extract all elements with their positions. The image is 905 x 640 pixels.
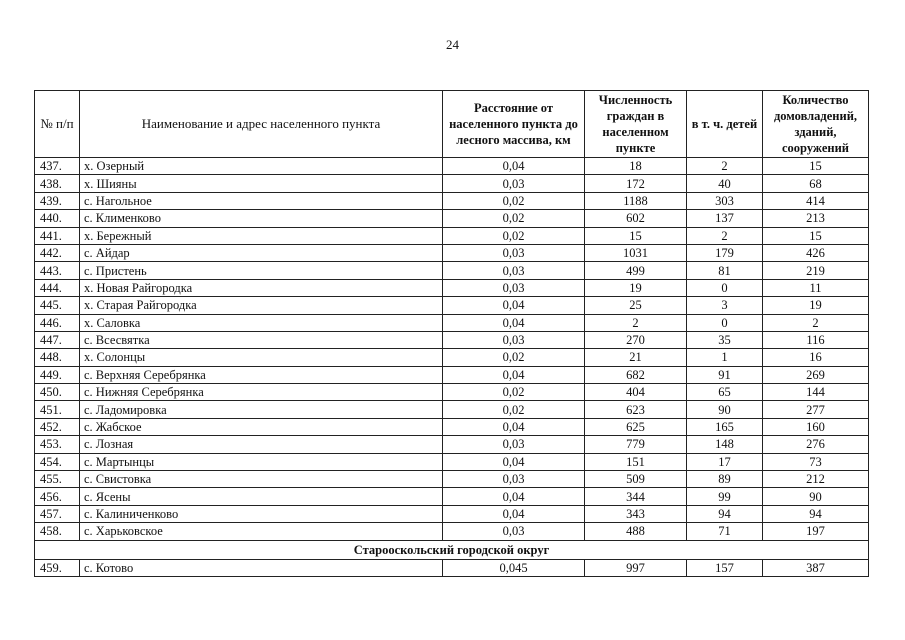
table-row [35, 227, 869, 244]
distance-cell: 0,04 [443, 297, 585, 314]
households-cell: 15 [763, 158, 869, 175]
population-cell: 779 [585, 436, 687, 453]
table-row [35, 453, 869, 470]
row-number: 452. [35, 418, 80, 435]
row-number: 456. [35, 488, 80, 505]
households-cell: 387 [763, 559, 869, 576]
table-row [35, 418, 869, 435]
children-cell: 99 [687, 488, 763, 505]
households-cell: 15 [763, 227, 869, 244]
population-cell: 488 [585, 523, 687, 540]
row-number: 459. [35, 559, 80, 576]
distance-cell: 0,04 [443, 505, 585, 522]
population-cell: 997 [585, 559, 687, 576]
households-cell: 94 [763, 505, 869, 522]
settlement-name: х. Шияны [80, 175, 443, 192]
population-cell: 15 [585, 227, 687, 244]
header-children: в т. ч. детей [687, 91, 763, 158]
row-number: 447. [35, 331, 80, 348]
table-row [35, 471, 869, 488]
households-cell: 2 [763, 314, 869, 331]
settlement-name: с. Айдар [80, 244, 443, 261]
settlement-name: х. Старая Райгородка [80, 297, 443, 314]
children-cell: 2 [687, 158, 763, 175]
population-cell: 343 [585, 505, 687, 522]
population-cell: 151 [585, 453, 687, 470]
population-cell: 21 [585, 349, 687, 366]
settlement-name: х. Озерный [80, 158, 443, 175]
row-number: 451. [35, 401, 80, 418]
distance-cell: 0,04 [443, 366, 585, 383]
population-cell: 682 [585, 366, 687, 383]
row-number: 455. [35, 471, 80, 488]
households-cell: 426 [763, 244, 869, 261]
table-row [35, 175, 869, 192]
table-row [35, 505, 869, 522]
table-row [35, 210, 869, 227]
households-cell: 160 [763, 418, 869, 435]
children-cell: 1 [687, 349, 763, 366]
distance-cell: 0,02 [443, 192, 585, 209]
households-cell: 197 [763, 523, 869, 540]
population-cell: 172 [585, 175, 687, 192]
children-cell: 3 [687, 297, 763, 314]
settlement-name: с. Харьковское [80, 523, 443, 540]
row-number: 446. [35, 314, 80, 331]
table-body [35, 158, 869, 577]
table-row [35, 559, 869, 576]
children-cell: 17 [687, 453, 763, 470]
distance-cell: 0,04 [443, 453, 585, 470]
table-row [35, 488, 869, 505]
table-row [35, 262, 869, 279]
distance-cell: 0,03 [443, 244, 585, 261]
settlement-name: х. Бережный [80, 227, 443, 244]
table-row [35, 436, 869, 453]
row-number: 450. [35, 384, 80, 401]
households-cell: 269 [763, 366, 869, 383]
distance-cell: 0,03 [443, 262, 585, 279]
population-cell: 625 [585, 418, 687, 435]
households-cell: 414 [763, 192, 869, 209]
header-population: Численность граждан в населенном пункте [585, 91, 687, 158]
row-number: 438. [35, 175, 80, 192]
settlement-name: х. Новая Райгородка [80, 279, 443, 296]
children-cell: 81 [687, 262, 763, 279]
table-row [35, 314, 869, 331]
children-cell: 71 [687, 523, 763, 540]
children-cell: 0 [687, 314, 763, 331]
children-cell: 0 [687, 279, 763, 296]
row-number: 439. [35, 192, 80, 209]
row-number: 444. [35, 279, 80, 296]
households-cell: 276 [763, 436, 869, 453]
population-cell: 499 [585, 262, 687, 279]
population-cell: 2 [585, 314, 687, 331]
children-cell: 35 [687, 331, 763, 348]
row-number: 449. [35, 366, 80, 383]
settlement-name: с. Калиниченково [80, 505, 443, 522]
population-cell: 404 [585, 384, 687, 401]
settlement-name: с. Лозная [80, 436, 443, 453]
children-cell: 65 [687, 384, 763, 401]
table-row [35, 384, 869, 401]
header-households: Количество домовладений, зданий, сооружений [763, 91, 869, 158]
table-row [35, 401, 869, 418]
settlement-name: с. Ясены [80, 488, 443, 505]
children-cell: 90 [687, 401, 763, 418]
children-cell: 148 [687, 436, 763, 453]
row-number: 437. [35, 158, 80, 175]
children-cell: 165 [687, 418, 763, 435]
distance-cell: 0,03 [443, 523, 585, 540]
children-cell: 94 [687, 505, 763, 522]
households-cell: 213 [763, 210, 869, 227]
households-cell: 144 [763, 384, 869, 401]
population-cell: 623 [585, 401, 687, 418]
distance-cell: 0,03 [443, 331, 585, 348]
header-num: № п/п [35, 91, 80, 158]
households-cell: 16 [763, 349, 869, 366]
page-number: 24 [446, 37, 459, 52]
settlement-name: х. Солонцы [80, 349, 443, 366]
table-row [35, 331, 869, 348]
table-row [35, 523, 869, 540]
children-cell: 89 [687, 471, 763, 488]
row-number: 457. [35, 505, 80, 522]
settlement-name: с. Пристень [80, 262, 443, 279]
households-cell: 277 [763, 401, 869, 418]
header-distance: Расстояние от населенного пункта до лесного массива, км [443, 91, 585, 158]
population-cell: 270 [585, 331, 687, 348]
settlement-name: с. Свистовка [80, 471, 443, 488]
settlement-name: с. Клименково [80, 210, 443, 227]
distance-cell: 0,04 [443, 418, 585, 435]
children-cell: 137 [687, 210, 763, 227]
table-row [35, 158, 869, 175]
row-number: 441. [35, 227, 80, 244]
section-title: Старооскольский городской округ [35, 540, 869, 559]
row-number: 454. [35, 453, 80, 470]
households-cell: 219 [763, 262, 869, 279]
table-header-row [35, 91, 869, 158]
settlement-name: с. Ладомировка [80, 401, 443, 418]
settlement-name: с. Мартынцы [80, 453, 443, 470]
population-cell: 602 [585, 210, 687, 227]
distance-cell: 0,03 [443, 175, 585, 192]
settlement-name: х. Саловка [80, 314, 443, 331]
settlement-name: с. Верхняя Серебрянка [80, 366, 443, 383]
distance-cell: 0,02 [443, 401, 585, 418]
distance-cell: 0,04 [443, 488, 585, 505]
distance-cell: 0,02 [443, 349, 585, 366]
settlement-name: с. Котово [80, 559, 443, 576]
distance-cell: 0,045 [443, 559, 585, 576]
table-row [35, 366, 869, 383]
households-cell: 11 [763, 279, 869, 296]
settlement-name: с. Всесвятка [80, 331, 443, 348]
row-number: 445. [35, 297, 80, 314]
table-row [35, 297, 869, 314]
distance-cell: 0,04 [443, 314, 585, 331]
population-cell: 19 [585, 279, 687, 296]
population-cell: 1188 [585, 192, 687, 209]
households-cell: 19 [763, 297, 869, 314]
children-cell: 2 [687, 227, 763, 244]
row-number: 443. [35, 262, 80, 279]
population-cell: 25 [585, 297, 687, 314]
children-cell: 303 [687, 192, 763, 209]
row-number: 448. [35, 349, 80, 366]
children-cell: 157 [687, 559, 763, 576]
households-cell: 116 [763, 331, 869, 348]
section-row [35, 540, 869, 559]
settlements-table [34, 90, 869, 577]
settlement-name: с. Нижняя Серебрянка [80, 384, 443, 401]
population-cell: 18 [585, 158, 687, 175]
distance-cell: 0,04 [443, 158, 585, 175]
children-cell: 40 [687, 175, 763, 192]
settlement-name: с. Жабское [80, 418, 443, 435]
header-name: Наименование и адрес населенного пункта [80, 91, 443, 158]
distance-cell: 0,02 [443, 227, 585, 244]
children-cell: 179 [687, 244, 763, 261]
distance-cell: 0,02 [443, 384, 585, 401]
households-cell: 68 [763, 175, 869, 192]
row-number: 442. [35, 244, 80, 261]
households-cell: 73 [763, 453, 869, 470]
table-row [35, 279, 869, 296]
table-row [35, 244, 869, 261]
population-cell: 1031 [585, 244, 687, 261]
distance-cell: 0,03 [443, 436, 585, 453]
households-cell: 90 [763, 488, 869, 505]
households-cell: 212 [763, 471, 869, 488]
distance-cell: 0,03 [443, 471, 585, 488]
children-cell: 91 [687, 366, 763, 383]
table-row [35, 192, 869, 209]
distance-cell: 0,02 [443, 210, 585, 227]
distance-cell: 0,03 [443, 279, 585, 296]
settlement-name: с. Нагольное [80, 192, 443, 209]
population-cell: 344 [585, 488, 687, 505]
row-number: 458. [35, 523, 80, 540]
table-row [35, 349, 869, 366]
row-number: 453. [35, 436, 80, 453]
population-cell: 509 [585, 471, 687, 488]
row-number: 440. [35, 210, 80, 227]
